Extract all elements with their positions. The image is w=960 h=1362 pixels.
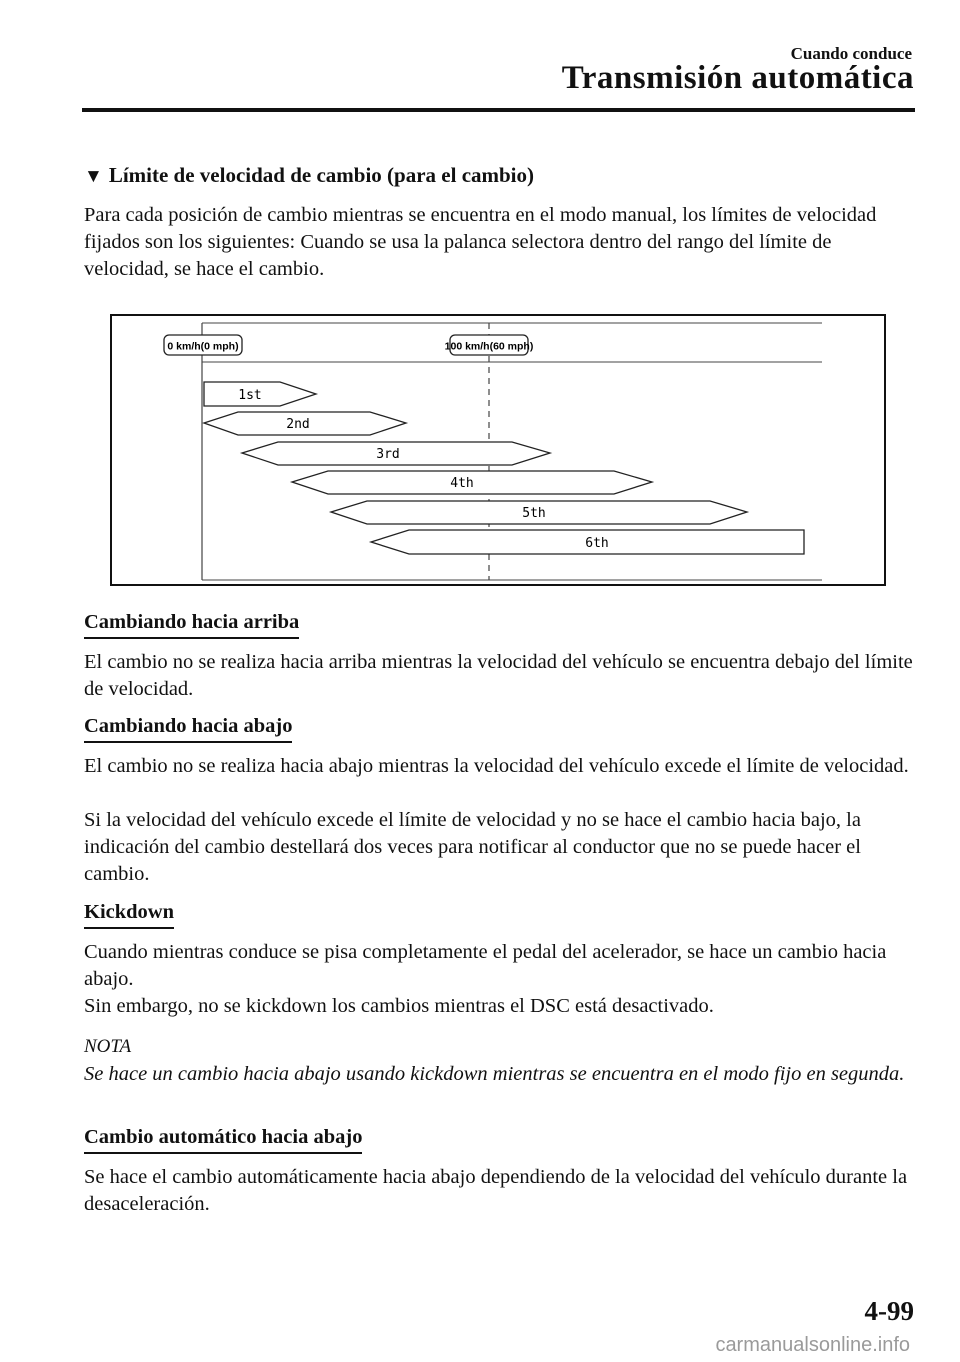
downshift-text-2: Si la velocidad del vehículo excede el límite de velocidad y no se hace el cambio hacia bajo, la indicación del cambio destellará dos veces para notificar al conductor que no se puede hacer el cambio. — [84, 809, 861, 885]
auto-downshift-text: Se hace el cambio automáticamente hacia abajo dependiendo de la velocidad del vehículo durante la desaceleración. — [84, 1166, 908, 1215]
intro-paragraph: Para cada posición de cambio mientras se encuentra en el modo manual, los límites de velocidad fijados son los siguientes: Cuando se usa la palanca selectora dentro del rango del límite de velocidad, se hace el cambio. — [84, 204, 877, 280]
downshift-text: El cambio no se realiza hacia abajo mientras la velocidad del vehículo excede el límite de velocidad. — [84, 755, 909, 777]
speed-label-100-text: 100 km/h(60 mph) — [444, 340, 534, 353]
upshift-text: El cambio no se realiza hacia arriba mientras la velocidad del vehículo se encuentra debajo del límite de velocidad. — [84, 651, 913, 700]
gear-label-2nd: 2nd — [286, 417, 310, 432]
header-section-label: Cuando conduce — [790, 44, 912, 63]
section-heading-text: Límite de velocidad de cambio (para el cambio) — [108, 163, 535, 187]
subhead-auto-downshift: Cambio automático hacia abajo — [84, 1126, 362, 1154]
subhead-upshift: Cambiando hacia arriba — [84, 611, 299, 639]
speed-label-0 — [164, 335, 242, 355]
page-title: Transmisión automática — [561, 60, 914, 96]
gear-speed-diagram-svg — [112, 316, 888, 588]
gear-label-6th: 6th — [585, 536, 609, 551]
subhead-downshift: Cambiando hacia abajo — [84, 715, 292, 743]
page-number: 4-99 — [864, 1296, 914, 1326]
kickdown-text-2: Sin embargo, no se kickdown los cambios mientras el DSC está desactivado. — [84, 995, 714, 1017]
speed-label-100 — [445, 335, 534, 355]
speed-label-0-text: 0 km/h(0 mph) — [167, 340, 239, 353]
gear-speed-diagram — [110, 314, 886, 586]
note-label: NOTA — [84, 1036, 132, 1057]
triangle-bullet-icon: ▼ — [84, 166, 103, 187]
section-heading — [84, 163, 534, 188]
gear-label-3rd: 3rd — [376, 447, 400, 462]
note-text: Se hace un cambio hacia abajo usando kickdown mientras se encuentra en el modo fijo en segunda. — [84, 1063, 905, 1085]
gear-label-5th: 5th — [522, 506, 546, 521]
subhead-kickdown: Kickdown — [84, 901, 174, 929]
kickdown-text: Cuando mientras conduce se pisa completamente el pedal del acelerador, se hace un cambio hacia abajo. — [84, 941, 887, 990]
watermark: carmanualsonline.info — [715, 1334, 910, 1356]
gear-label-4th: 4th — [450, 476, 474, 491]
gear-label-1st: 1st — [238, 388, 262, 403]
header-divider — [82, 108, 915, 112]
